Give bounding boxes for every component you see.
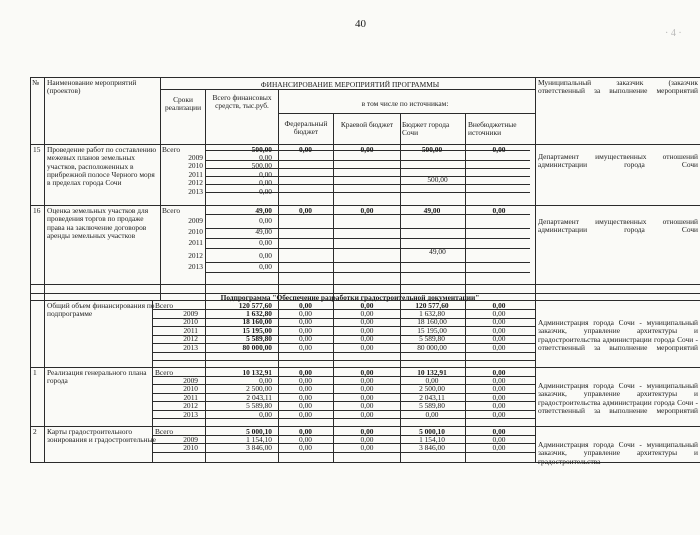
federal-value: 0,00: [299, 434, 312, 444]
federal-value: 0,00: [299, 317, 312, 326]
year-value: 18 160,00: [242, 317, 272, 326]
regional-value: 0,00: [360, 334, 374, 343]
total-funds-header: Всего финансовых средств, тыс.руб.: [212, 93, 272, 111]
year-cell: 2012: [188, 251, 203, 260]
federal-total: 0,00: [299, 427, 312, 436]
grid-line: [333, 300, 334, 462]
item-name: Общий объем финансирования по подпрограмме: [47, 301, 155, 319]
item-total: 10 132,91: [242, 368, 272, 377]
federal-value: 0,00: [299, 409, 312, 419]
city-total: 49,00: [423, 206, 441, 215]
federal-value: 0,00: [299, 443, 312, 453]
year-cell: 2009: [188, 152, 203, 162]
item-customer: Администрация города Сочи - муниципальный заказчик, управление архитектуры и градостроительства администрации города Сочи - ответственный за выполнение мероприятий: [538, 381, 698, 415]
item-total: 5 000,10: [246, 427, 272, 436]
federal-value: 0,00: [299, 342, 312, 352]
federal-total: 0,00: [299, 206, 312, 215]
year-value: 80 000,00: [242, 342, 272, 352]
year-value: 500,00: [251, 161, 272, 171]
city-value: 5 589,80: [419, 334, 445, 343]
grid-line: [160, 77, 161, 300]
customer-header: Муниципальный заказчик (заказчик ответственный за выполнение мероприятий: [538, 78, 698, 96]
regional-header: Краевой бюджет: [340, 120, 394, 129]
page-number: 40: [355, 18, 366, 30]
regional-value: 0,00: [360, 409, 374, 419]
total-label: Всего: [162, 206, 181, 215]
item-total: 49,00: [255, 206, 272, 215]
extra-total: 0,00: [492, 368, 506, 377]
year-cell: 2013: [183, 409, 198, 419]
total-label: Всего: [162, 145, 181, 154]
extra-value: 0,00: [492, 434, 506, 444]
city-value: 1 632,80: [419, 308, 445, 318]
grid-line: [400, 113, 401, 300]
extra-header: Внебюджетные источники: [468, 120, 517, 138]
federal-total: 0,00: [299, 145, 312, 154]
regional-value: 0,00: [360, 375, 374, 385]
grid-line: [205, 248, 530, 249]
extra-value: 0,00: [492, 342, 506, 352]
city-value: 80 000,00: [417, 342, 447, 352]
city-value: 3 846,00: [419, 443, 445, 453]
extra-value: 0,00: [492, 443, 506, 453]
year-cell: 2013: [188, 187, 203, 196]
year-value: 2 500,00: [246, 384, 272, 393]
extra-total: 0,00: [492, 301, 506, 310]
extra-value: 0,00: [492, 325, 506, 335]
federal-header: Федеральный бюджет: [284, 119, 328, 137]
year-value: 5 589,80: [246, 334, 272, 343]
year-cell: 2010: [188, 161, 203, 171]
subprogram-title: Подпрограмма "Обеспечение разработки градостроительной документации": [220, 293, 480, 302]
year-cell: 2010: [183, 384, 198, 393]
city-value: 2 043,11: [419, 392, 445, 402]
year-value: 0,00: [259, 251, 272, 260]
grid-line: [400, 300, 401, 462]
federal-total: 0,00: [299, 368, 312, 377]
extra-value: 0,00: [492, 392, 506, 402]
year-value: 0,00: [259, 375, 272, 385]
regional-value: 0,00: [360, 342, 374, 352]
city-total: 5 000,10: [419, 427, 445, 436]
item-name: Реализация генерального плана города: [47, 368, 147, 386]
city-value: 0,00: [425, 409, 439, 419]
federal-value: 0,00: [299, 325, 312, 335]
item-customer: Департамент имущественных отношений администрации города Сочи: [538, 217, 698, 235]
year-cell: 2011: [188, 238, 203, 247]
grid-line: [465, 300, 466, 462]
grid-line: [333, 113, 334, 300]
city-total: 120 577,60: [415, 301, 449, 310]
grid-line: [30, 77, 31, 462]
city-value: 5 589,80: [419, 401, 445, 410]
grid-line: [278, 300, 279, 462]
total-label: Всего: [155, 301, 174, 310]
col-number-header: №: [32, 78, 40, 87]
item-name: Карты градостроительного зонирования и градостроительные: [47, 427, 156, 445]
regional-total: 0,00: [360, 206, 374, 215]
year-value: 0,00: [259, 169, 272, 179]
city-value: 18 160,00: [417, 317, 447, 326]
year-cell: 2009: [183, 375, 198, 385]
item-customer: Администрация города Сочи - муниципальный заказчик, управление архитектуры и градостроительства администрации города Сочи - ответственный за выполнение мероприятий: [538, 318, 698, 352]
year-value: 0,00: [259, 262, 272, 271]
year-cell: 2010: [183, 317, 198, 326]
year-value: 3 846,00: [246, 443, 272, 453]
extra-value: 0,00: [492, 409, 506, 419]
city-total: 10 132,91: [417, 368, 447, 377]
grid-line: [152, 360, 535, 361]
federal-value: 0,00: [299, 334, 312, 343]
year-value: 0,00: [259, 178, 272, 188]
regional-value: 0,00: [360, 401, 374, 410]
grid-line: [152, 352, 535, 353]
grid-line: [278, 89, 279, 300]
sources-header: в том числе по источникам:: [361, 99, 449, 108]
item-number: 2: [33, 427, 37, 436]
city-value: 1 154,10: [419, 434, 445, 444]
city-value: 0,00: [425, 375, 439, 385]
year-cell: 2011: [183, 325, 198, 335]
federal-value: 0,00: [299, 384, 312, 393]
extra-value: 0,00: [492, 384, 506, 393]
year-value: 0,00: [259, 409, 272, 419]
federal-value: 0,00: [299, 401, 312, 410]
item-total: 500,00: [251, 145, 272, 154]
year-value: 1 632,80: [246, 308, 272, 318]
item-number: 1: [33, 368, 37, 377]
year-cell: 2009: [183, 434, 198, 444]
item-number: 16: [33, 206, 41, 215]
item-number: 15: [33, 145, 41, 154]
item-total: 120 577,60: [238, 301, 272, 310]
regional-total: 0,00: [360, 368, 374, 377]
margin-mark: · 4 ·: [665, 28, 682, 39]
extra-value: 0,00: [492, 308, 506, 318]
grid-line: [278, 113, 535, 114]
item-customer: Департамент имущественных отношений администрации города Сочи: [538, 152, 698, 170]
regional-value: 0,00: [360, 325, 374, 335]
city-total: 500,00: [421, 145, 443, 154]
year-cell: 2010: [183, 443, 198, 453]
city-value: 15 195,00: [417, 325, 447, 335]
federal-value: 0,00: [299, 375, 312, 385]
financing-header: ФИНАНСИРОВАНИЕ МЕРОПРИЯТИЙ ПРОГРАММЫ: [260, 80, 440, 89]
extra-value: 0,00: [492, 334, 506, 343]
extra-value: 0,00: [492, 375, 506, 385]
year-cell: 2013: [183, 342, 198, 352]
year-value: 5 589,80: [246, 401, 272, 410]
regional-value: 0,00: [360, 384, 374, 393]
grid-line: [30, 284, 700, 285]
year-value: 0,00: [259, 187, 272, 196]
regional-value: 0,00: [360, 308, 374, 318]
year-cell: 2010: [188, 227, 203, 236]
federal-total: 0,00: [299, 301, 312, 310]
grid-line: [44, 77, 45, 462]
extra-total: 0,00: [492, 427, 506, 436]
federal-value: 0,00: [299, 392, 312, 402]
item-name: Проведение работ по составлению межевых планов земельных участков, расположенных в прибрежной полосе Черного моря в пределах города Сочи: [47, 145, 157, 188]
city-value: 500,00: [427, 175, 448, 184]
year-value: 0,00: [259, 238, 272, 247]
grid-line: [205, 300, 206, 462]
year-cell: 2009: [183, 308, 198, 318]
year-cell: 2012: [188, 178, 203, 188]
grid-line: [535, 77, 536, 462]
year-cell: 2013: [188, 262, 203, 271]
regional-value: 0,00: [360, 434, 374, 444]
year-cell: 2012: [183, 334, 198, 343]
year-cell: 2009: [188, 216, 203, 225]
extra-value: 0,00: [492, 317, 506, 326]
year-value: 1 154,10: [246, 434, 272, 444]
year-cell: 2011: [188, 169, 203, 179]
terms-header: Сроки реализации: [164, 95, 202, 113]
regional-value: 0,00: [360, 317, 374, 326]
col-name-header: Наименование мероприятий (проектов): [47, 78, 137, 96]
year-value: 15 195,00: [242, 325, 272, 335]
grid-line: [205, 89, 206, 300]
extra-value: 0,00: [492, 401, 506, 410]
year-value: 0,00: [259, 152, 272, 162]
year-value: 2 043,11: [246, 392, 272, 402]
federal-value: 0,00: [299, 308, 312, 318]
year-cell: 2011: [183, 392, 198, 402]
regional-value: 0,00: [360, 392, 374, 402]
city-header: Бюджет города Сочи: [402, 120, 450, 138]
extra-total: 0,00: [492, 206, 506, 215]
regional-total: 0,00: [360, 145, 374, 154]
grid-line: [205, 272, 530, 273]
grid-line: [465, 113, 466, 300]
city-value: 2 500,00: [419, 384, 445, 393]
year-value: 49,00: [255, 227, 272, 236]
regional-total: 0,00: [360, 301, 374, 310]
regional-value: 0,00: [360, 443, 374, 453]
extra-total: 0,00: [492, 145, 506, 154]
item-customer: Администрация города Сочи - муниципальный заказчик, управление архитектуры и градостроительства: [538, 440, 698, 466]
city-value: 49,00: [429, 247, 446, 256]
total-label: Всего: [155, 368, 174, 377]
item-name: Оценка земельных участков для проведения торгов по продаже права на заключение договоров аренды земельных участков: [47, 206, 149, 240]
total-label: Всего: [155, 427, 174, 436]
regional-total: 0,00: [360, 427, 374, 436]
year-value: 0,00: [259, 216, 272, 225]
year-cell: 2012: [183, 401, 198, 410]
